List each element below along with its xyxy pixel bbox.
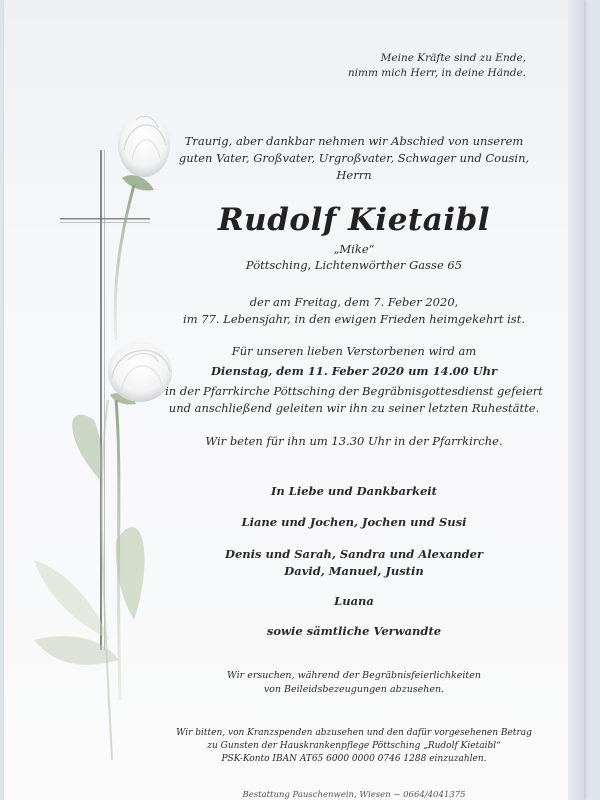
intro-line: Herrn (336, 168, 372, 182)
funeral-line: in der Pfarrkirche Pöttsching der Begräbnisgottesdienst gefeiert (165, 384, 543, 398)
footer-undertaker: Bestattung Pauschenwein, Wiesen ~ 0664/4041375 (242, 790, 466, 800)
death-line: der am Freitag, dem 7. Feber 2020, (249, 295, 459, 309)
motto-line: nimm mich Herr, in deine Hände. (347, 67, 526, 79)
paper-edge (568, 0, 584, 800)
address: Pöttsching, Lichtenwörther Gasse 65 (245, 258, 463, 272)
funeral-intro: Für unseren lieben Verstorbenen wird am (231, 344, 477, 358)
donation-line: zu Gunsten der Hauskrankenpflege Pöttsching „Rudolf Kietaibl“ (207, 741, 501, 751)
death-line: im 77. Lebensjahr, in den ewigen Frieden heimgekehrt ist. (183, 312, 525, 326)
mourners-children: Liane und Jochen, Jochen und Susi (241, 515, 467, 529)
condolence-note (154, 669, 554, 697)
funeral-date: Dienstag, dem 11. Feber 2020 um 14.00 Uhr (210, 364, 498, 378)
nickname: „Mike“ (333, 242, 375, 256)
prayer-notice: Wir beten für ihn um 13.30 Uhr in der Pfarrkirche. (205, 434, 503, 448)
donation-line: PSK-Konto IBAN AT65 6000 0000 0746 1288 einzuzahlen. (221, 754, 487, 764)
intro-text (154, 133, 554, 184)
funeral-line: und anschließend geleiten wir ihn zu seiner letzten Ruhestätte. (168, 401, 540, 415)
condolence-line: Wir ersuchen, während der Begräbnisfeierlichkeiten (227, 670, 481, 681)
intro-line: Traurig, aber dankbar nehmen wir Abschied von unserem (184, 134, 524, 148)
obituary-sheet (4, 0, 584, 800)
mourners-grandchildren (154, 546, 554, 580)
motto-line: Meine Kräfte sind zu Ende, (380, 52, 526, 64)
grandchildren-line: David, Manuel, Justin (284, 564, 424, 578)
deceased-name: Rudolf Kietaibl (217, 202, 491, 238)
intro-line: guten Vater, Großvater, Urgroßvater, Schwager und Cousin, (178, 151, 530, 165)
condolence-line: von Beileidsbezeugungen abzusehen. (263, 684, 445, 695)
donation-note (154, 727, 554, 766)
mourners-heading: In Liebe und Dankbarkeit (271, 484, 437, 498)
mourners-relatives: sowie sämtliche Verwandte (266, 624, 442, 638)
funeral-text (154, 383, 554, 417)
death-notice (154, 294, 554, 328)
mourners-great-grandchild: Luana (334, 594, 374, 608)
motto (326, 51, 526, 81)
grandchildren-line: Denis und Sarah, Sandra und Alexander (224, 547, 484, 561)
donation-line: Wir bitten, von Kranzspenden abzusehen und den dafür vorgesehenen Betrag (176, 728, 532, 738)
